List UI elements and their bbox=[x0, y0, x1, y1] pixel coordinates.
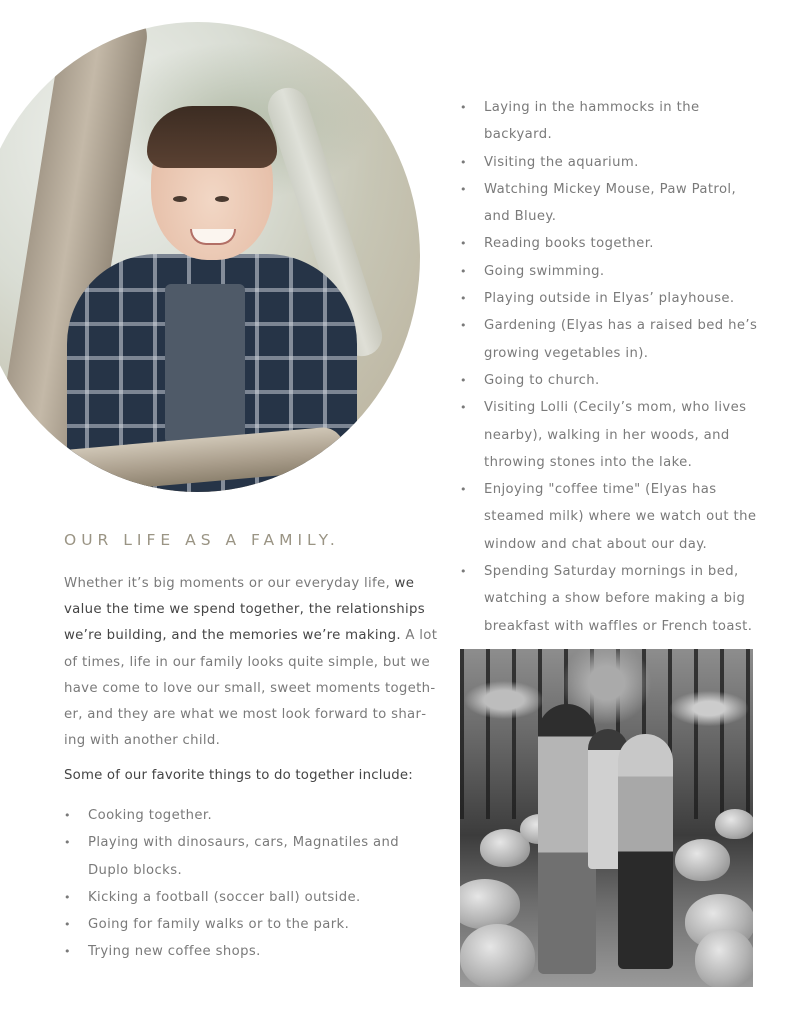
boy-tshirt bbox=[165, 284, 245, 444]
list-item: • Playing with dinosaurs, cars, Magnatiles and Duplo blocks. bbox=[64, 829, 424, 884]
list-item: • Visiting Lolli (Cecily’s mom, who lives nearby), walking in her woods, and throwing stones into the lake. bbox=[460, 394, 760, 476]
favorites-intro: Some of our favorite things to do together include: bbox=[64, 768, 413, 783]
pumpkin bbox=[675, 839, 730, 881]
pumpkin bbox=[460, 924, 535, 987]
list-item: • Visiting the aquarium. bbox=[460, 149, 760, 176]
list-item: • Cooking together. bbox=[64, 802, 424, 829]
boy-hair bbox=[147, 106, 277, 168]
family-photo bbox=[460, 649, 753, 987]
list-item: • Gardening (Elyas has a raised bed he’s growing vegetables in). bbox=[460, 312, 760, 367]
intro-emphasis: we value the time we spend together, the relationships we’re building, and the memories we’re making. bbox=[64, 576, 425, 644]
list-item: • Going to church. bbox=[460, 367, 760, 394]
list-item: • Laying in the hammocks in the backyard. bbox=[460, 94, 760, 149]
list-item: • Kicking a football (soccer ball) outside. bbox=[64, 884, 424, 911]
list-item: • Enjoying "coffee time" (Elyas has steamed milk) where we watch out the window and chat about our day. bbox=[460, 476, 760, 558]
boy-right-eye bbox=[215, 196, 229, 202]
intro-paragraph bbox=[64, 571, 439, 754]
pumpkin bbox=[695, 929, 753, 987]
intro-text-end: A lot of times, life in our family looks quite simple, but we have come to love our small, sweet moments together, and they are what we most look forward to sharing with another child. bbox=[64, 628, 438, 749]
favorites-list-right bbox=[460, 94, 760, 640]
boy-left-eye bbox=[173, 196, 187, 202]
list-item: • Reading books together. bbox=[460, 230, 760, 257]
list-item: • Watching Mickey Mouse, Paw Patrol, and Bluey. bbox=[460, 176, 760, 231]
intro-text-start: Whether it’s big moments or our everyday life, bbox=[64, 576, 395, 591]
favorites-list-left bbox=[64, 802, 424, 966]
list-item: • Spending Saturday mornings in bed, watching a show before making a big breakfast with waffles or French toast. bbox=[460, 558, 760, 640]
boy-photo bbox=[0, 22, 420, 492]
pumpkin bbox=[715, 809, 753, 839]
pumpkin bbox=[460, 879, 520, 929]
mother bbox=[618, 734, 673, 969]
list-item: • Trying new coffee shops. bbox=[64, 938, 424, 965]
section-title: OUR LIFE AS A FAMILY. bbox=[64, 531, 340, 549]
list-item: • Going swimming. bbox=[460, 258, 760, 285]
list-item: • Playing outside in Elyas’ playhouse. bbox=[460, 285, 760, 312]
list-item: • Going for family walks or to the park. bbox=[64, 911, 424, 938]
